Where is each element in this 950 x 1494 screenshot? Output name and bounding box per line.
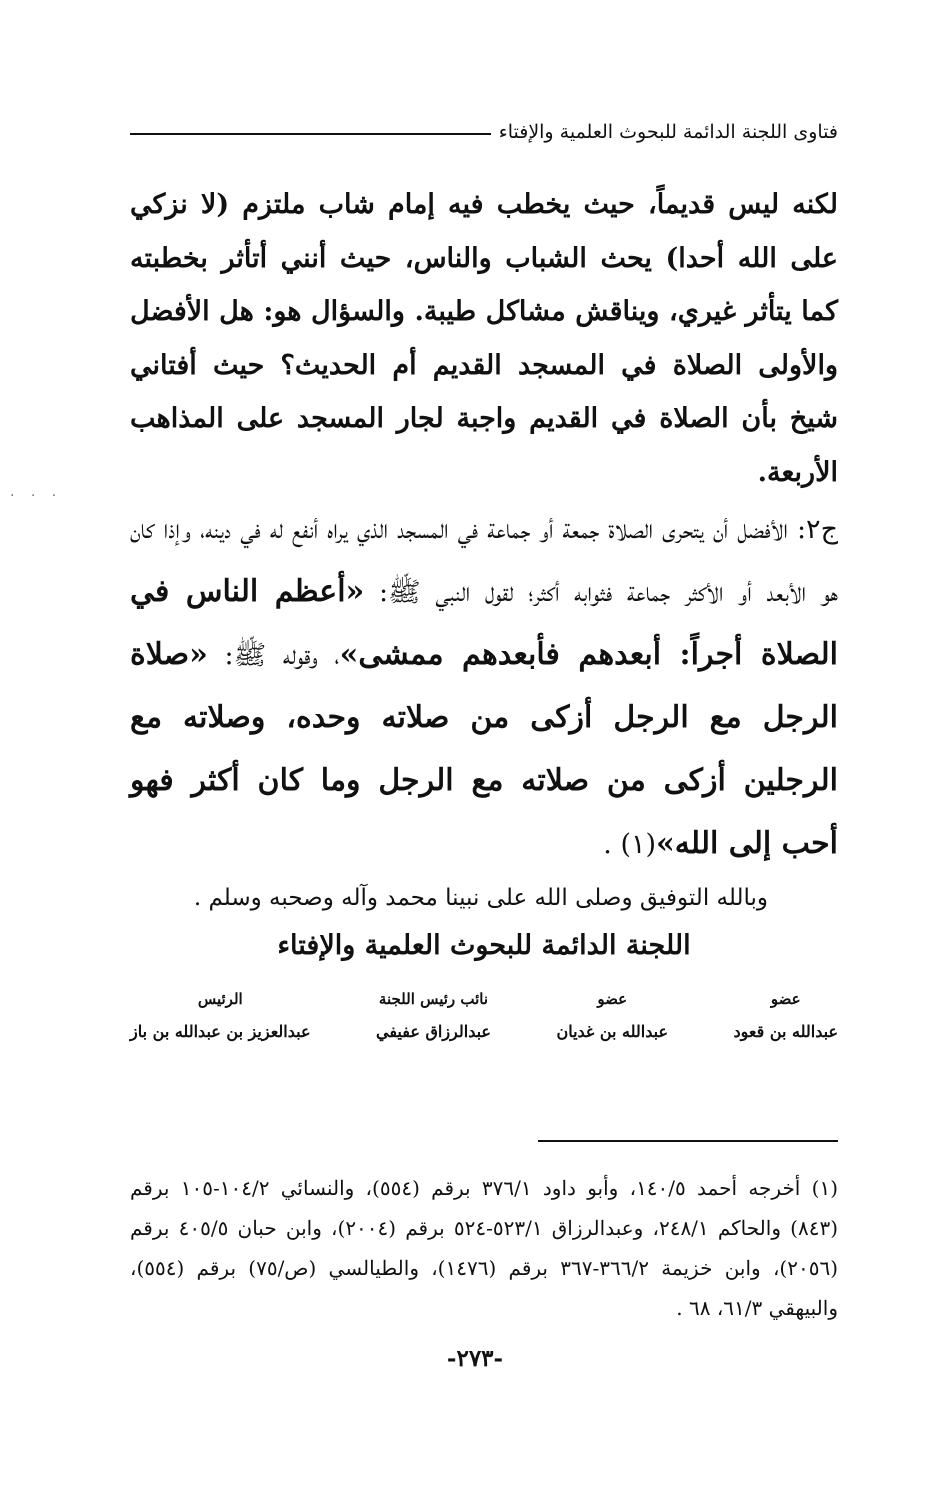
signatory xyxy=(376,990,491,1041)
signatory-name: عبدالله بن غديان xyxy=(556,1022,669,1041)
page-number: -٢٧٣- xyxy=(446,1345,504,1372)
signatory-name: عبدالعزيز بن عبدالله بن باز xyxy=(130,1022,311,1041)
signatory xyxy=(734,990,839,1041)
answer-intro: ج٢: الأفضل أن يتحرى الصلاة جمعة أو جماعة في المسجد الذي يراه أنفع له في دينه، وإذا كان هو الأبعد أو الأكثر جماعة فثوابه أكثر؛ لقول النبي ﷺ: xyxy=(130,514,838,608)
hadith-quote-2: «صلاة الرجل مع الرجل أزكى من صلاته وحده، وصلاته مع الرجلين أزكى من صلاته مع الرجل وما كان أكثر فهو أحب إلى الله» xyxy=(130,637,838,861)
signatory-role: عضو xyxy=(597,990,628,1008)
running-header xyxy=(130,112,838,152)
question-paragraph: لكنه ليس قديماً، حيث يخطب فيه إمام شاب ملتزم (لا نزكي على الله أحدا) يحث الشباب والناس، حيث أنني أتأثر بخطبته كما يتأثر غيري، ويناقش مشاكل طيبة. والسؤال هو: هل الأفضل والأولى الصلاة في المسجد القديم أم الحديث؟ حيث أفتاني شيخ بأن الصلاة في القديم واجبة لجار المسجد على المذاهب الأربعة. xyxy=(130,189,838,488)
signatory-role: نائب رئيس اللجنة xyxy=(378,990,489,1008)
footnote: (١) أخرجه أحمد ١٤٠/٥، وأبو داود ٣٧٦/١ برقم (٥٥٤)، والنسائي ١٠٤/٢-١٠٥ برقم (٨٤٣) والحاكم ٢٤٨/١، وعبدالرزاق ٥٢٣/١-٥٢٤ برقم (٢٠٠٤)، وابن حبان ٤٠٥/٥ برقم (٢٠٥٦)، وابن خزيمة ٣٦٦/٢-٣٦٧ برقم (١٤٧٦)، والطيالسي (ص/٧٥) برقم (٥٥٤)، والبيهقي ٦١/٣، ٦٨ . xyxy=(130,1176,839,1320)
answer-middle: ، وقوله ﷺ: xyxy=(207,640,340,671)
header-rule xyxy=(130,133,491,135)
closing-line: وبالله التوفيق وصلى الله على نبينا محمد وآله وصحبه وسلم . xyxy=(193,885,768,911)
footnote-reference: (١) . xyxy=(603,829,657,860)
signatory-role: الرئيس xyxy=(197,990,243,1008)
answer-paragraph xyxy=(130,499,838,876)
committee-title: اللجنة الدائمة للبحوث العلمية والإفتاء xyxy=(277,930,691,961)
signatory-name: عبدالرزاق عفيفي xyxy=(375,1022,491,1041)
footnote-separator xyxy=(538,1140,838,1142)
signatory-name: عبدالله بن قعود xyxy=(733,1022,838,1041)
hadith-quote-1: «أعظم الناس في الصلاة أجراً: أبعدهم فأبعدهم ممشى» xyxy=(130,574,839,672)
body-text xyxy=(130,178,838,918)
margin-marks: · · · xyxy=(10,488,63,504)
signatory xyxy=(556,990,668,1041)
signatories xyxy=(130,990,838,1041)
signatory-role: عضو xyxy=(770,990,801,1008)
signatory xyxy=(130,990,311,1041)
header-title: فتاوى اللجنة الدائمة للبحوث العلمية والإفتاء xyxy=(498,121,838,143)
